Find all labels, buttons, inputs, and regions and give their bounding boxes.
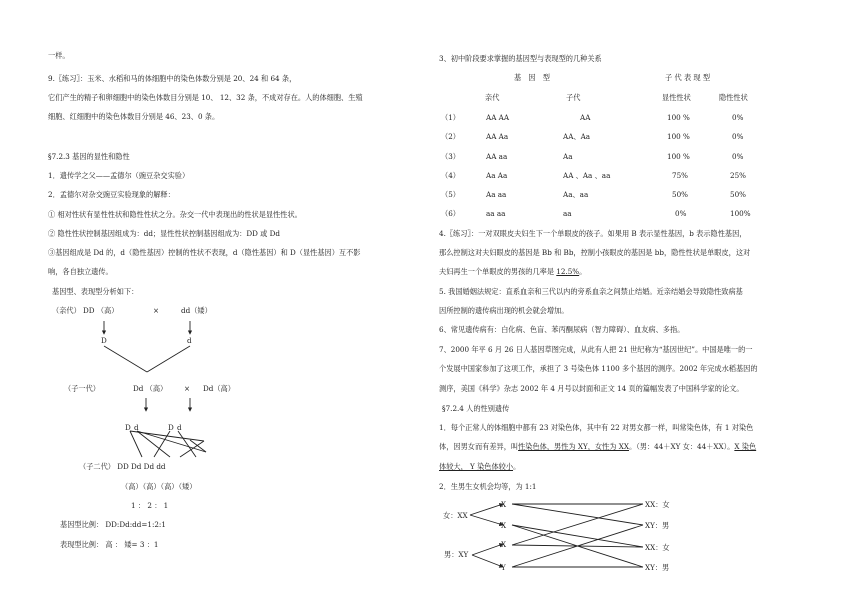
gamete-label: d (187, 336, 192, 345)
table-cell: Aa、aa (563, 190, 589, 199)
table-cell: AA 、Aa 、aa (563, 171, 611, 180)
table-cell: 0% (675, 209, 687, 218)
underlined-text: 性染色体，男性为 XY，女性为 XX (518, 442, 629, 451)
parent-label: dd（矮） (181, 306, 212, 315)
text-span: 。 (579, 267, 587, 276)
gamete-label: D (101, 336, 107, 345)
offspring-label: XY：男 (645, 563, 670, 572)
text-line: ② 隐性性状控制基因组成为：dd；显性性状控制基因组成为：DD 或 Dd (48, 229, 281, 238)
genotype-ratio: 基因型比例： DD:Dd:dd=1:2:1 (60, 520, 166, 529)
offspring-label: XX：女 (645, 500, 670, 509)
gamete-label: Y (501, 563, 506, 572)
table-col-header: 显性性状 (662, 93, 691, 102)
gamete-label: D (125, 423, 131, 432)
text-line: 2．生男生女机会均等，为 1:1 (439, 482, 537, 491)
text-line: 个发展中国家参加了这项工作，承担了 3 号染色体 1100 多个基因的测序。2002 年完成水稻基因的 (439, 364, 758, 373)
table-cell: （6） (441, 209, 460, 218)
cross-symbol: × (153, 306, 160, 315)
table-cell: aa aa (486, 209, 506, 218)
table-cell: （1） (441, 113, 460, 122)
f1-label: （子一代） (64, 384, 100, 393)
f2-phenotypes: （高）（高）（高）（矮） (121, 482, 197, 491)
gamete-label: X (501, 500, 507, 509)
table-cell: 0% (732, 132, 744, 141)
f2-genotypes: （子二代） DD Dd Dd dd (79, 462, 166, 471)
gamete-label: D (168, 423, 174, 432)
text-line: 6、常见遗传病有：白化病、色盲、苯丙酮尿病（智力障碍）、血友病、多指。 (439, 325, 685, 334)
section-heading: §7.2.3 基因的显性和隐性 (48, 152, 130, 161)
table-cell: （2） (441, 132, 460, 141)
table-cell: 100% (730, 209, 751, 218)
cross-symbol: × (184, 384, 191, 393)
section-heading: §7.2.4 人的性别遗传 (442, 404, 510, 413)
underlined-text: 体较大， Y 染色体较小 (439, 462, 514, 471)
text-line: 2．孟德尔对杂交豌豆实验现象的解释： (48, 190, 175, 199)
table-cell: 100 % (667, 113, 690, 122)
table-cell: AA (580, 113, 591, 122)
text-line: 7、2000 年平 6 月 26 日人基因草图完成，从此有人把 21 世纪称为“基因世纪”。中国是唯一的一 (439, 345, 753, 354)
table-group-header: 基 因 型 (514, 73, 550, 82)
text-line (439, 442, 756, 451)
text-line (439, 267, 586, 276)
table-cell: （3） (441, 152, 460, 161)
f1-genotype: Dd（高） (203, 384, 235, 393)
table-cell: aa (563, 209, 572, 218)
table-cell: 50% (672, 190, 688, 199)
f2-ratio: 1 ： 2 ： 1 (131, 501, 169, 510)
parent-label: （亲代） DD （高） (52, 306, 119, 315)
exercise-9: 9.〖练习〗：玉米、水稻和马的体细胞中的染色体数分别是 20、24 和 64 条， (48, 74, 297, 83)
offspring-label: XX：女 (645, 543, 670, 552)
text-span: 。（男：44＋XY 女：44＋XX）。 (629, 442, 735, 451)
table-cell: （4） (441, 171, 460, 180)
table-cell: Aa aa (486, 190, 507, 199)
text-line: 1．每个正常人的体细胞中都有 23 对染色体，其中有 22 对男女都一样，叫常染色体，有 1 对染色 (439, 423, 754, 432)
table-col-header: 子代 (566, 93, 581, 102)
table-cell: 0% (732, 113, 744, 122)
table-cell: Aa Aa (486, 171, 508, 180)
table-cell: AA aa (486, 152, 508, 161)
text-line: 测序，美国《科学》杂志 2002 年 4 月号以封面和正文 14 页的篇幅发表了中国科学家的论文。 (439, 384, 744, 393)
text-line: 一样。 (48, 51, 70, 60)
exercise-4: 4.〖练习〗：一对双眼皮夫妇生下一个单眼皮的孩子。如果用 B 表示显性基因，b 表示隐性基因， (439, 229, 747, 238)
table-cell: 25% (730, 171, 746, 180)
text-line: 基因型、表现型分析如下： (52, 287, 139, 296)
text-line: 因所控制的遗传病出现的机会就会增加。 (439, 306, 569, 315)
text-span: 。 (513, 462, 521, 471)
text-line: ③基因组成是 Dd 的，d（隐性基因）控制的性状不表现，d（隐性基因）和 D（显性基因）互不影 (48, 248, 361, 257)
f1-genotype: Dd （高） (133, 384, 168, 393)
text-line: ① 相对性状有显性性状和隐性性状之分。杂交一代中表现出的性状是显性性状。 (48, 210, 302, 219)
answer-underlined: 12.5% (556, 267, 580, 276)
male-label: 男：XY (444, 550, 469, 559)
text-line: 1．遗传学之父——孟德尔（豌豆杂交实验） (48, 171, 190, 180)
text-span: 体，因男女而有差异，叫 (439, 442, 519, 451)
text-line: 细胞、红细胞中的染色体数目分别是 46、23、0 条。 (48, 112, 220, 121)
table-group-header: 子 代 表 现 型 (665, 73, 711, 82)
text-line: 它们产生的精子和卵细胞中的染色体数目分别是 10、 12、32 条，不成对存在。人的体细胞、生殖 (48, 93, 363, 102)
text-line: 响，各自独立遗传。 (48, 267, 113, 276)
table-col-header: 隐性性状 (719, 93, 748, 102)
table-cell: Aa (563, 152, 573, 161)
subheading: 3、初中阶段要求掌握的基因型与表现型的几种关系 (439, 54, 602, 63)
table-col-header: 亲代 (485, 93, 500, 102)
text-line: 5. 我国婚姻法规定：直系血亲和三代以内的旁系血亲之间禁止结婚。近亲结婚会导致隐性致病基 (439, 287, 743, 296)
table-cell: 0% (732, 152, 744, 161)
table-cell: 50% (730, 190, 746, 199)
gamete-label: X (501, 521, 507, 530)
gamete-label: d (134, 423, 139, 432)
text-span: 夫妇再生一个单眼皮的男孩的几率是 (439, 267, 557, 276)
table-cell: AA Aa (486, 132, 509, 141)
table-cell: 100 % (667, 152, 690, 161)
phenotype-ratio: 表现型比例： 高 ： 矮= 3 ：1 (60, 540, 159, 549)
table-cell: AA、Aa (563, 132, 591, 141)
underlined-text: X 染色 (734, 442, 757, 451)
gamete-label: X (501, 540, 507, 549)
gamete-label: d (177, 423, 182, 432)
offspring-label: XY：男 (645, 521, 670, 530)
text-line (439, 462, 520, 471)
table-cell: 100 % (667, 132, 690, 141)
table-cell: 75% (672, 171, 688, 180)
table-cell: AA AA (486, 113, 510, 122)
text-line: 那么控制这对夫妇眼皮的基因是 Bb 和 Bb，控制小孩眼皮的基因是 bb，隐性性状是单眼皮，这对 (439, 248, 751, 257)
table-cell: （5） (441, 190, 460, 199)
female-label: 女：XX (443, 511, 468, 520)
